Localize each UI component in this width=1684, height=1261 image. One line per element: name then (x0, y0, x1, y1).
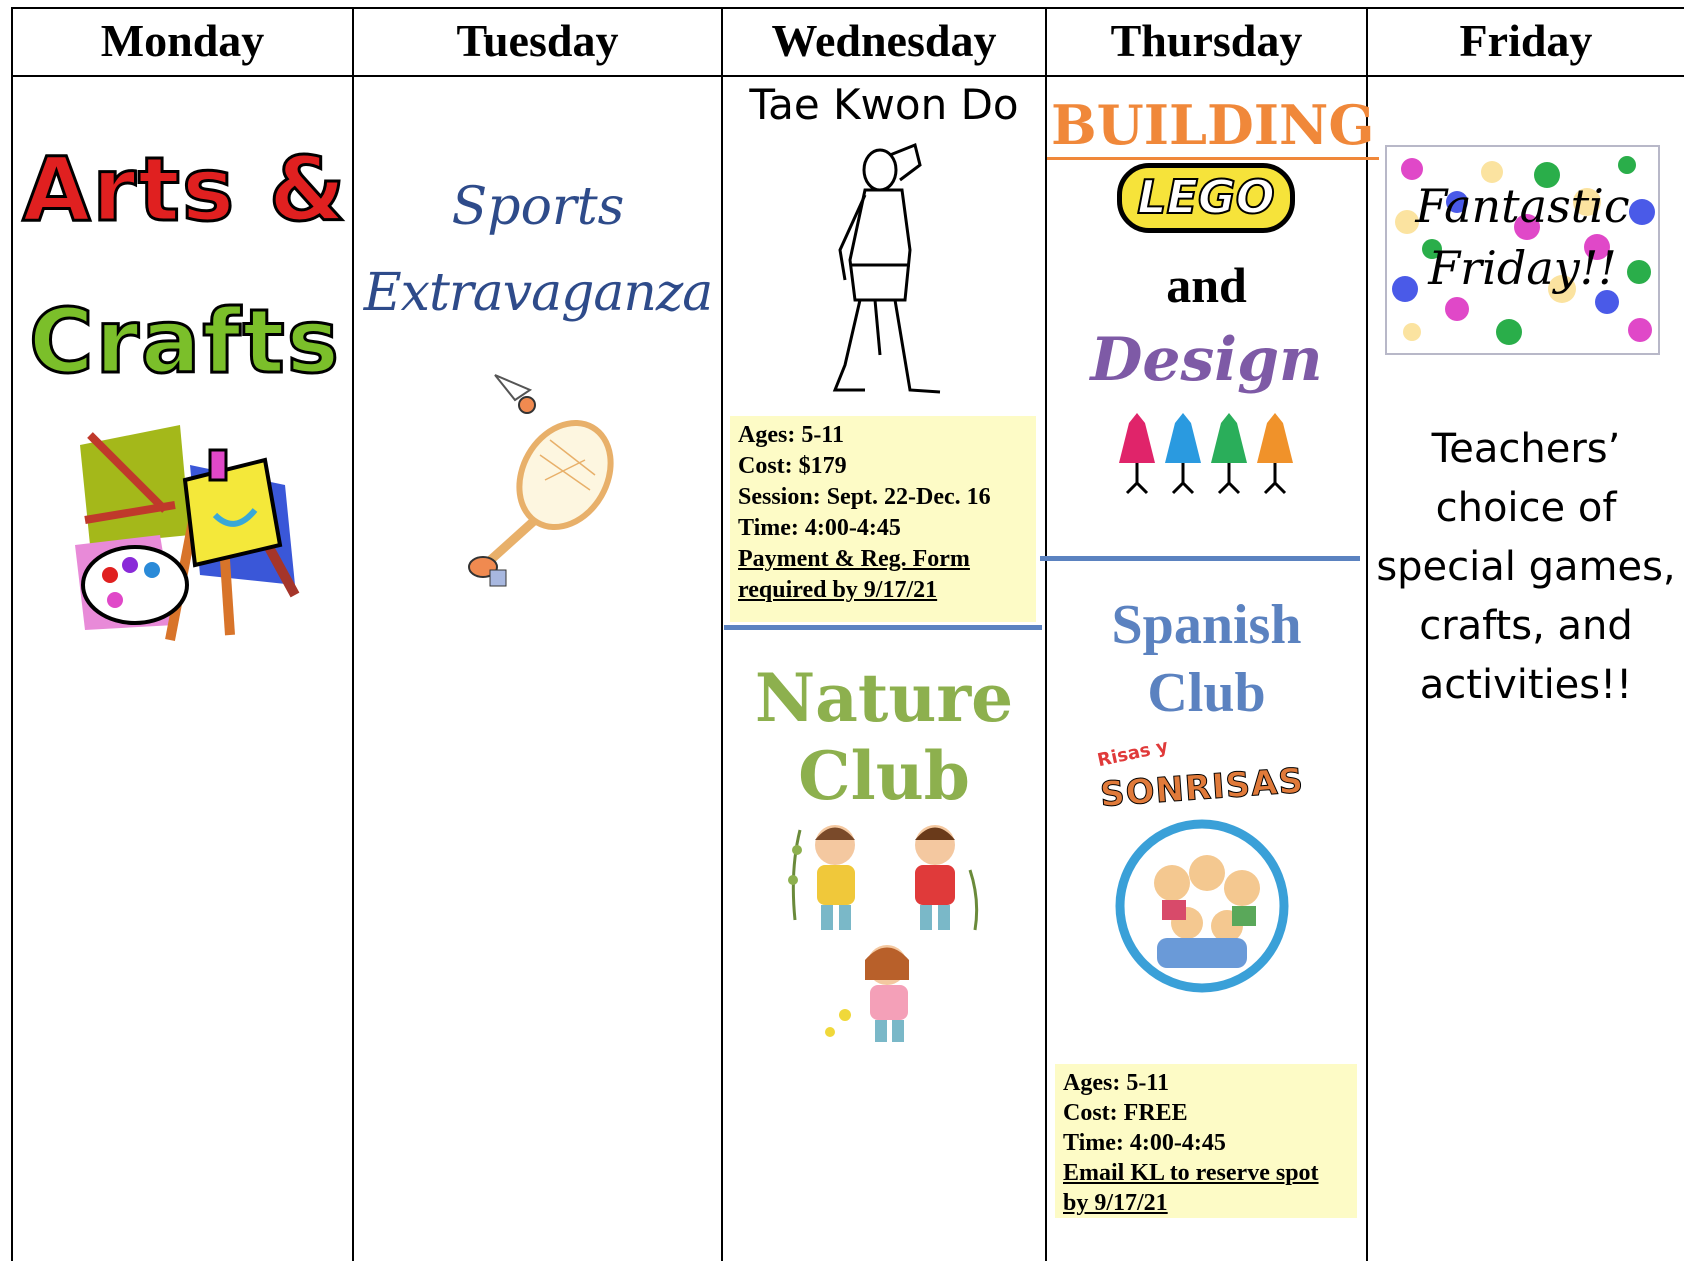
dress-forms-icon (1115, 408, 1300, 503)
fantastic-text: Fantastic (1415, 179, 1630, 233)
ages-text: Ages: 5-11 (1063, 1070, 1169, 1096)
building-text: BUILDING (1047, 93, 1379, 160)
building-title (1047, 93, 1375, 157)
lego-logo (1117, 163, 1295, 233)
logo-top-text: Risas y (1095, 735, 1171, 772)
header-wednesday: Wednesday (771, 15, 997, 66)
desc-line: crafts, and (1419, 603, 1633, 649)
header-friday: Friday (1459, 15, 1593, 66)
fantastic-friday-banner (1385, 145, 1660, 355)
nature-club-title-line1: Nature (754, 659, 1014, 737)
cost-text: Cost: FREE (1063, 1100, 1188, 1126)
extravaganza-title: Extravaganza (363, 263, 713, 323)
lego-text: LEGO (1117, 163, 1295, 233)
logo-main-text: SONRISAS (1098, 760, 1306, 816)
art-palette-easel-icon (70, 425, 310, 645)
spanish-club-info-box (1055, 1064, 1357, 1218)
tae-kwon-do-title: Tae Kwon Do (749, 80, 1019, 129)
thursday-section-divider (1040, 556, 1360, 561)
spanish-club-title-line2: Club (1147, 662, 1266, 724)
tae-kwon-do-info-box (730, 416, 1036, 622)
crafts-title: Crafts (28, 290, 342, 393)
nature-kids-icon (775, 810, 1000, 1050)
header-monday: Monday (100, 15, 265, 66)
sports-title: Sports (451, 177, 625, 237)
time-text: Time: 4:00-4:45 (738, 515, 901, 541)
spanish-club-title-line1: Spanish (1111, 594, 1302, 656)
wednesday-section-divider (724, 625, 1042, 630)
tae-kwon-do-figure-icon (820, 140, 950, 400)
nature-club-title-line2: Club (798, 737, 970, 815)
header-tuesday: Tuesday (456, 15, 619, 66)
desc-line: special games, (1376, 544, 1676, 590)
risas-y-sonrisas-logo (1092, 735, 1312, 998)
header-row-divider (11, 75, 1684, 77)
header-thursday: Thursday (1110, 15, 1303, 66)
friday-text: Friday!! (1428, 241, 1617, 295)
arts-title: Arts & (22, 138, 348, 241)
desc-line: Teachers’ (1431, 426, 1621, 472)
column-divider (352, 7, 354, 1261)
design-text: Design (1090, 325, 1323, 395)
column-divider (721, 7, 723, 1261)
session-text: Session: Sept. 22-Dec. 16 (738, 484, 991, 510)
reserve-note: Email KL to reserve spot (1063, 1160, 1319, 1186)
badminton-racket-icon (455, 370, 615, 590)
children-group-icon (1112, 818, 1292, 993)
friday-description (1368, 420, 1684, 715)
reserve-deadline: by 9/17/21 (1063, 1190, 1168, 1216)
desc-line: activities!! (1419, 662, 1633, 708)
time-text: Time: 4:00-4:45 (1063, 1130, 1226, 1156)
and-text: and (1166, 257, 1247, 313)
desc-line: choice of (1435, 485, 1617, 531)
cost-text: Cost: $179 (738, 453, 847, 479)
registration-note: Payment & Reg. Form (738, 546, 970, 572)
ages-text: Ages: 5-11 (738, 422, 844, 448)
registration-deadline: required by 9/17/21 (738, 577, 938, 603)
